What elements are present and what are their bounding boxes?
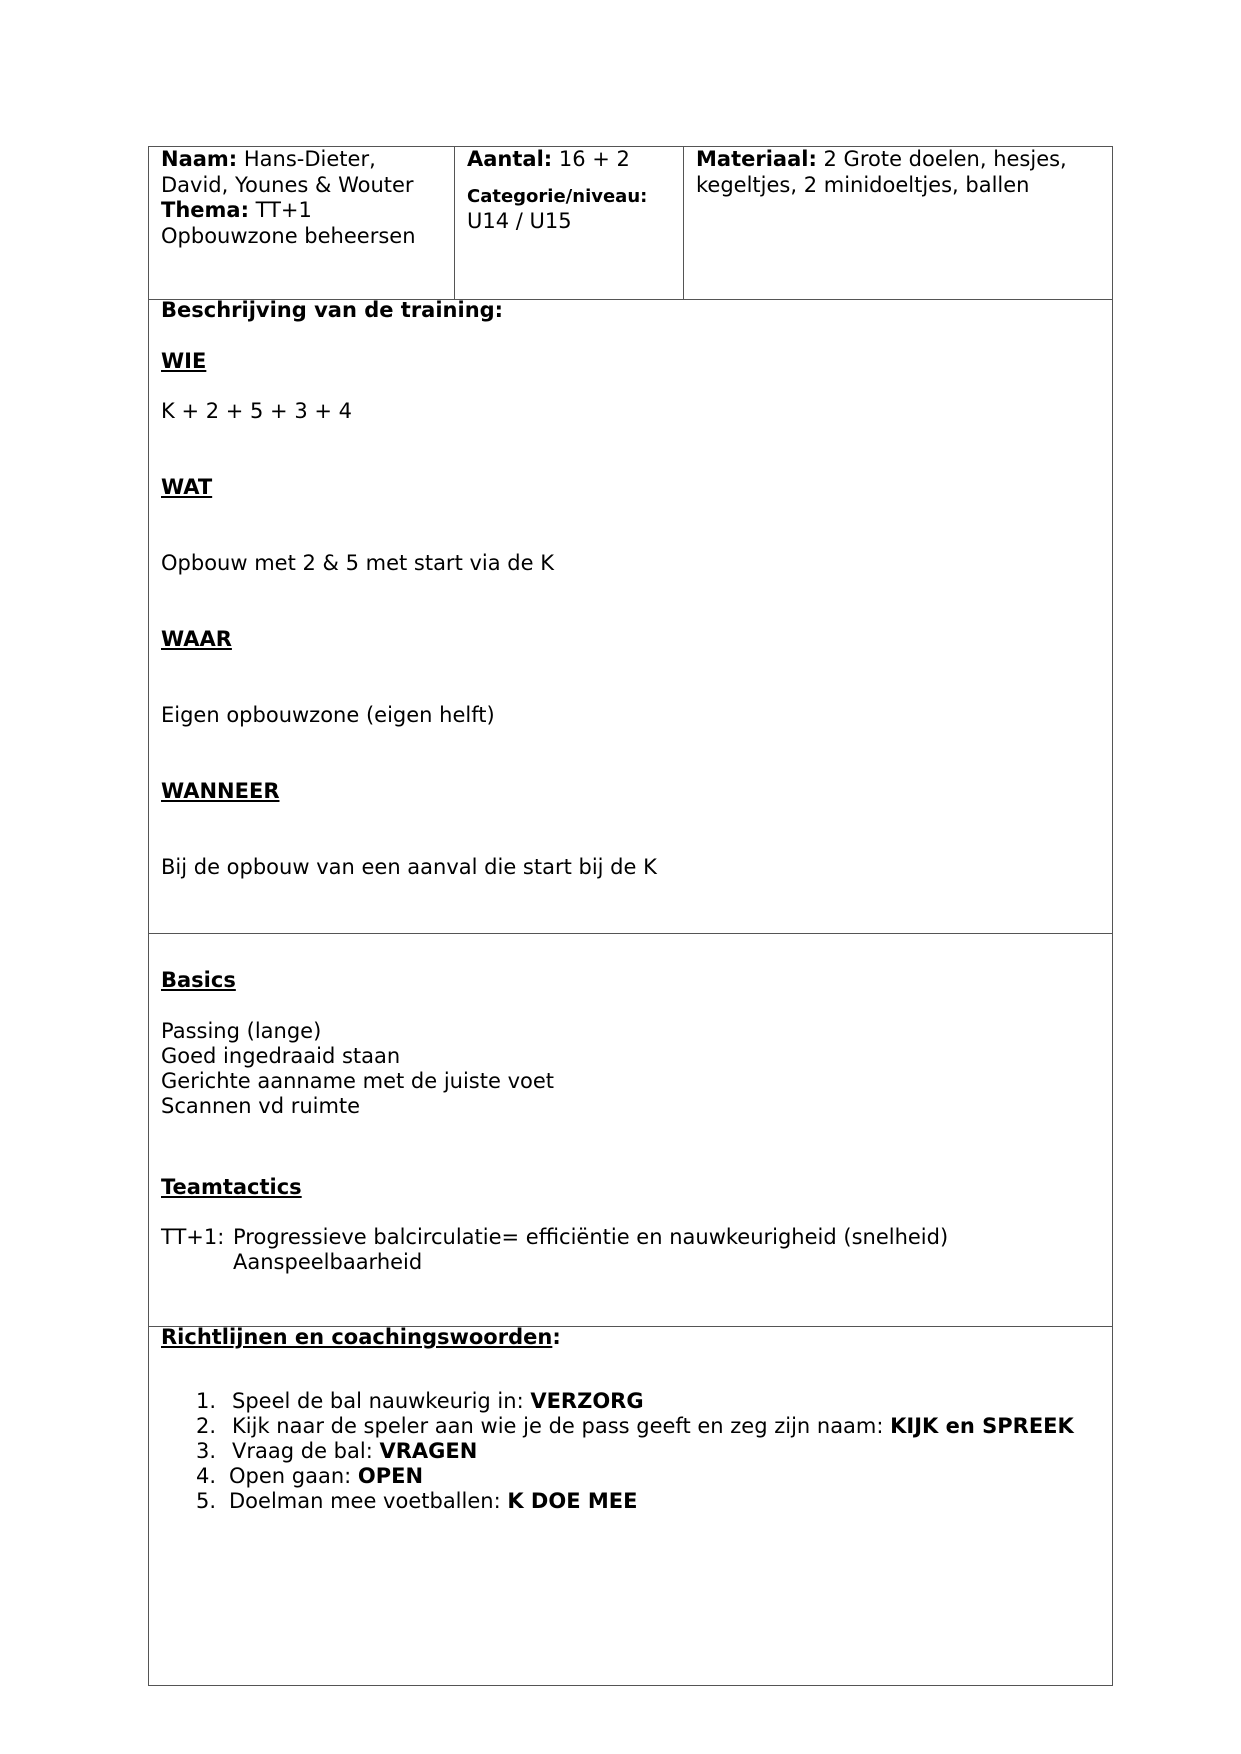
naam-label: Naam: bbox=[161, 147, 238, 171]
basics-item: Gerichte aanname met de juiste voet bbox=[161, 1069, 555, 1093]
aantal-categorie-cell bbox=[455, 147, 684, 299]
wat-heading: WAT bbox=[161, 475, 213, 499]
list-keyword: VERZORG bbox=[530, 1389, 644, 1413]
beschrijving-title: Beschrijving van de training: bbox=[161, 298, 504, 322]
materiaal-value-continued: kegeltjes, 2 minidoeltjes, ballen bbox=[696, 172, 1030, 197]
list-text: Kijk naar de speler aan wie je de pass geeft en zeg zijn naam: bbox=[232, 1414, 891, 1438]
list-keyword: K DOE MEE bbox=[507, 1489, 638, 1513]
list-item bbox=[196, 1439, 477, 1465]
thema-value-continued: Opbouwzone beheersen bbox=[161, 223, 416, 248]
tt-line: Aanspeelbaarheid bbox=[233, 1250, 423, 1274]
richtlijnen-heading: Richtlijnen en coachingswoorden bbox=[161, 1325, 553, 1349]
wanneer-text: Bij de opbouw van een aanval die start bij de K bbox=[161, 855, 657, 879]
basics-item: Passing (lange) bbox=[161, 1019, 322, 1043]
teamtactics-heading: Teamtactics bbox=[161, 1175, 302, 1199]
richtlijnen-colon: : bbox=[552, 1325, 561, 1349]
wanneer-heading: WANNEER bbox=[161, 779, 280, 803]
list-keyword: OPEN bbox=[357, 1464, 424, 1488]
list-text: Open gaan: bbox=[229, 1464, 358, 1488]
wie-text: K + 2 + 5 + 3 + 4 bbox=[161, 399, 352, 423]
header-row bbox=[149, 147, 1112, 300]
wie-heading: WIE bbox=[161, 349, 207, 373]
waar-text: Eigen opbouwzone (eigen helft) bbox=[161, 703, 495, 727]
tt-line: Progressieve balcirculatie= efficiëntie en nauwkeurigheid (snelheid) bbox=[233, 1225, 949, 1249]
naam-value-continued: David, Younes & Wouter bbox=[161, 172, 414, 197]
training-form bbox=[148, 146, 1113, 1686]
list-number: 2. bbox=[196, 1414, 217, 1438]
list-item bbox=[196, 1489, 637, 1515]
tt-label: TT+1: bbox=[161, 1225, 225, 1249]
list-keyword: KIJK en SPREEK bbox=[890, 1414, 1074, 1438]
basics-item: Scannen vd ruimte bbox=[161, 1094, 361, 1118]
naam-value: Hans-Dieter, bbox=[237, 147, 376, 171]
list-number: 1. bbox=[196, 1389, 217, 1413]
list-number: 5. bbox=[196, 1489, 217, 1513]
basics-heading: Basics bbox=[161, 968, 236, 992]
richtlijnen-section bbox=[149, 1327, 1112, 1685]
thema-value: TT+1 bbox=[248, 198, 312, 222]
materiaal-label: Materiaal: bbox=[696, 147, 817, 171]
list-item bbox=[196, 1414, 1074, 1440]
materiaal-value: 2 Grote doelen, hesjes, bbox=[816, 147, 1067, 171]
categorie-label: Categorie/niveau: bbox=[467, 185, 648, 207]
aantal-label: Aantal: bbox=[467, 147, 553, 171]
list-item bbox=[196, 1389, 644, 1415]
materiaal-cell bbox=[684, 147, 1114, 299]
basics-section bbox=[149, 934, 1112, 1327]
list-keyword: VRAGEN bbox=[379, 1439, 478, 1463]
thema-label: Thema: bbox=[161, 198, 249, 222]
list-text: Doelman mee voetballen: bbox=[229, 1489, 508, 1513]
beschrijving-section bbox=[149, 300, 1112, 934]
aantal-value: 16 + 2 bbox=[552, 147, 630, 171]
waar-heading: WAAR bbox=[161, 627, 232, 651]
list-text: Vraag de bal: bbox=[232, 1439, 380, 1463]
list-number: 3. bbox=[196, 1439, 217, 1463]
basics-item: Goed ingedraaid staan bbox=[161, 1044, 401, 1068]
list-text: Speel de bal nauwkeurig in: bbox=[232, 1389, 531, 1413]
wat-text: Opbouw met 2 & 5 met start via de K bbox=[161, 551, 554, 575]
naam-thema-cell bbox=[149, 147, 455, 299]
categorie-value: U14 / U15 bbox=[467, 209, 572, 233]
list-item bbox=[196, 1464, 423, 1490]
list-number: 4. bbox=[196, 1464, 217, 1488]
